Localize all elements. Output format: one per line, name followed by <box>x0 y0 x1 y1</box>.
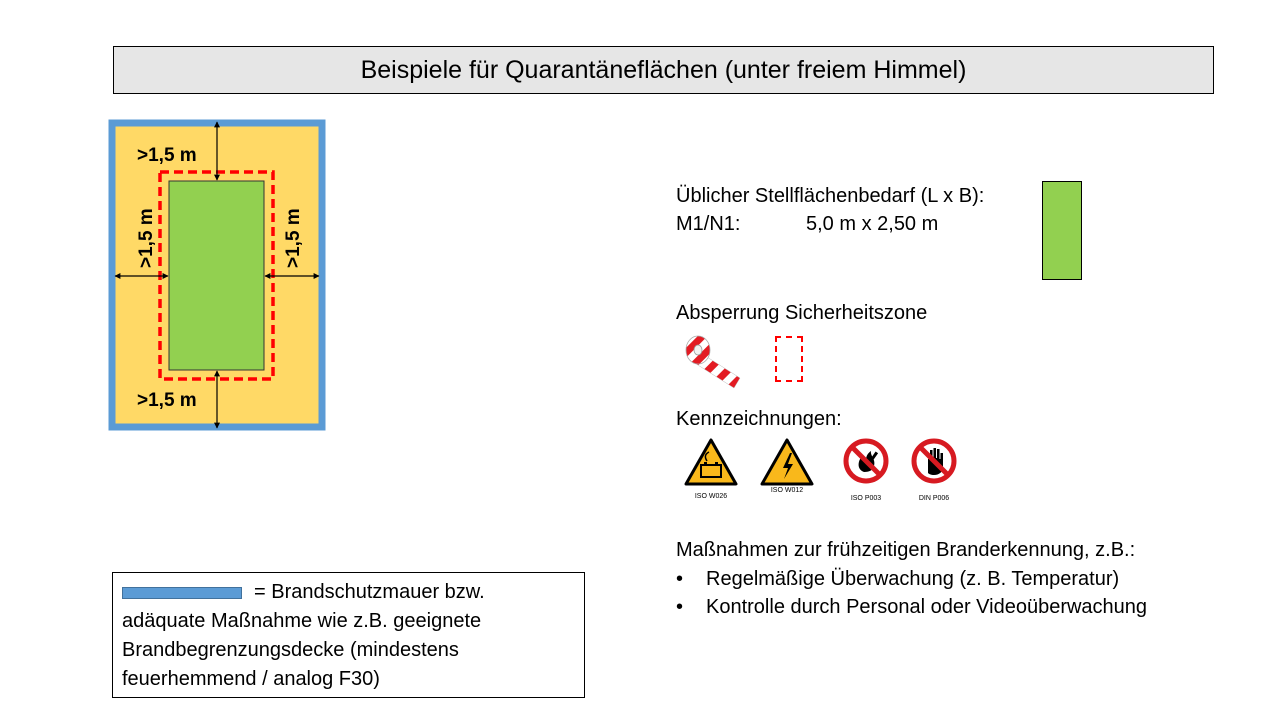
sign-din-p006 <box>910 437 958 502</box>
distance-label-right: >1,5 m <box>283 208 304 268</box>
distance-label-top: >1,5 m <box>137 145 197 166</box>
sign-caption: ISO W026 <box>694 493 728 500</box>
barrier-tape-icon <box>682 332 750 390</box>
sign-iso-p003 <box>842 437 890 502</box>
no-fire-sign-icon <box>842 437 890 485</box>
markings-heading: Kennzeichnungen: <box>676 408 842 430</box>
sign-iso-w026 <box>683 437 739 500</box>
list-item: • Kontrolle durch Personal oder Videoüberwachung <box>676 593 1147 621</box>
vehicle-parking-area <box>169 181 264 370</box>
legend-line: adäquate Maßnahme wie z.B. geeignete <box>122 610 482 632</box>
measures-heading: Maßnahmen zur frühzeitigen Branderkennung, z.B.: <box>676 539 1136 561</box>
legend-box <box>112 572 585 698</box>
parking-heading: Üblicher Stellflächenbedarf (L x B): <box>676 185 985 207</box>
legend-line: Brandbegrenzungsdecke (mindestens <box>122 639 459 661</box>
quarantine-area-diagram <box>105 118 335 436</box>
electricity-warning-sign-icon <box>759 437 815 487</box>
barrier-heading: Absperrung Sicherheitszone <box>676 302 928 324</box>
sign-caption: DIN P006 <box>918 495 950 502</box>
parking-dimensions: 5,0 m x 2,50 m <box>806 213 939 235</box>
legend-text: = Brandschutzmauer bzw. <box>254 581 485 603</box>
page-title: Beispiele für Quarantäneflächen (unter freiem Himmel) <box>113 46 1214 94</box>
legend-line <box>122 578 575 607</box>
measures-list <box>676 565 1147 621</box>
distance-label-bottom: >1,5 m <box>137 390 197 411</box>
parking-space-swatch <box>1042 181 1082 280</box>
fire-wall-swatch <box>122 587 242 599</box>
vehicle-class: M1/N1: <box>676 213 741 235</box>
barrier-zone-symbol <box>775 336 803 382</box>
list-item: • Regelmäßige Überwachung (z. B. Temperatur) <box>676 565 1147 593</box>
distance-label-left: >1,5 m <box>136 208 157 268</box>
legend-line: feuerhemmend / analog F30) <box>122 668 380 690</box>
sign-iso-w012 <box>759 437 815 494</box>
sign-caption: ISO P003 <box>850 495 882 502</box>
sign-caption: ISO W012 <box>770 487 804 494</box>
no-access-sign-icon <box>910 437 958 485</box>
battery-warning-sign-icon <box>683 437 739 487</box>
